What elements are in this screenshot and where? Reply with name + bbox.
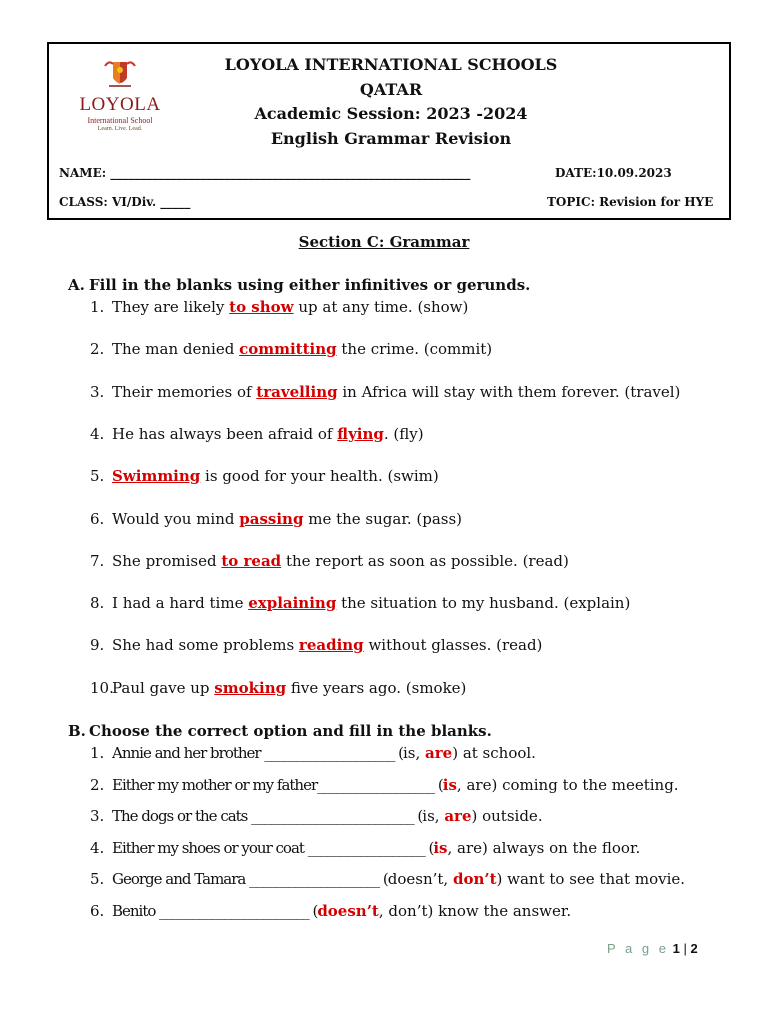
topic-label: TOPIC: Revision for HYE <box>547 195 714 209</box>
part-a-item <box>90 467 439 485</box>
option-separator: , <box>378 902 389 920</box>
date-label: DATE:10.09.2023 <box>555 166 672 180</box>
page-footer <box>607 941 698 956</box>
part-a-instruction: Fill in the blanks using either infinitives or gerunds. <box>89 276 531 294</box>
part-b-heading <box>68 722 492 740</box>
item-number: 8. <box>90 594 105 613</box>
header-box <box>47 42 731 220</box>
part-b-instruction: Choose the correct option and fill in the blanks. <box>89 722 492 740</box>
item-text: Either my mother or my father__________________ ( <box>112 775 443 794</box>
item-answer: Swimming <box>112 467 201 486</box>
item-text-after: is good for your health. (swim) <box>200 467 439 486</box>
academic-session: Academic Session: 2023 -2024 <box>254 104 528 123</box>
item-number: 1. <box>90 298 105 316</box>
item-number: 6. <box>90 509 105 528</box>
section-title: Section C: Grammar <box>298 233 470 251</box>
item-text-after: ) outside. <box>471 807 543 826</box>
option-separator: , <box>434 807 445 826</box>
item-number: 2. <box>90 775 105 794</box>
option-2: are <box>457 838 483 857</box>
option-1: doesn’t <box>317 902 379 920</box>
item-text-before: Paul gave up <box>112 678 215 697</box>
item-text-before: They are likely <box>112 298 230 316</box>
item-text-after: ) want to see that movie. <box>496 870 686 889</box>
item-number: 10. <box>90 678 114 697</box>
option-1: is <box>402 744 416 762</box>
school-name: LOYOLA INTERNATIONAL SCHOOLS <box>224 55 558 74</box>
item-text: Annie and her brother ____________________ ( <box>112 744 403 762</box>
part-b-item <box>90 807 543 825</box>
part-a-item <box>90 636 542 654</box>
option-1: is <box>433 838 448 857</box>
item-answer: smoking <box>214 678 287 697</box>
item-text: The dogs or the cats _________________________ ( <box>112 807 423 826</box>
item-text-after: the situation to my husband. (explain) <box>336 594 631 613</box>
part-a-item <box>90 298 468 316</box>
item-number: 5. <box>90 467 105 486</box>
item-text-before: She had some problems <box>112 636 299 655</box>
option-separator: , <box>415 744 426 762</box>
option-2: don’t <box>452 870 497 889</box>
part-a-item <box>90 594 630 612</box>
item-text-after: the report as soon as possible. (read) <box>281 551 569 570</box>
page-separator: | <box>679 941 691 956</box>
item-answer: travelling <box>256 382 338 401</box>
name-field-label: NAME: ____________________________________________________________ <box>59 166 471 180</box>
logo-tagline: Learn. Live. Lead. <box>97 126 143 132</box>
part-a-item <box>90 425 424 443</box>
item-text-before: Would you mind <box>112 509 240 528</box>
item-text: Either my shoes or your coat __________________ ( <box>112 838 434 857</box>
item-answer: to read <box>221 551 282 570</box>
subject-title: English Grammar Revision <box>270 128 512 148</box>
item-answer: committing <box>239 340 337 359</box>
part-a-item <box>90 679 466 697</box>
item-number: 9. <box>90 636 105 655</box>
item-text-before: Their memories of <box>112 382 257 401</box>
part-b-item <box>90 870 685 888</box>
option-separator: , <box>447 838 458 857</box>
item-text: Benito _______________________ ( <box>112 902 318 920</box>
part-b-item <box>90 902 571 920</box>
item-text-after: the crime. (commit) <box>336 340 493 359</box>
item-number: 4. <box>90 424 105 443</box>
item-number: 7. <box>90 551 105 570</box>
option-2: are <box>425 744 453 762</box>
item-text-after: ) coming to the meeting. <box>491 775 679 794</box>
item-text: George and Tamara ____________________ ( <box>112 870 388 889</box>
page-label: P a g e <box>607 941 669 956</box>
item-text-after: in Africa will stay with them forever. (travel) <box>337 382 681 401</box>
part-a-item <box>90 340 492 358</box>
title-block <box>199 53 583 151</box>
item-answer: flying <box>337 424 384 443</box>
item-number: 3. <box>90 382 105 401</box>
option-1: doesn’t <box>387 870 444 889</box>
part-b-item <box>90 744 536 762</box>
option-separator: , <box>456 775 467 794</box>
item-text-before: She promised <box>112 551 222 570</box>
option-1: is <box>442 775 457 794</box>
item-answer: passing <box>239 509 304 528</box>
item-number: 4. <box>90 838 105 857</box>
logo-subtitle: International School <box>87 116 153 125</box>
part-a-item <box>90 552 569 570</box>
part-a-item <box>90 383 680 401</box>
item-text-after: me the sugar. (pass) <box>303 509 463 528</box>
item-text-after: . (fly) <box>383 424 424 443</box>
item-text-after: ) always on the floor. <box>482 838 641 857</box>
item-text-after: ) know the answer. <box>427 902 572 920</box>
item-text-after: five years ago. (smoke) <box>286 678 467 697</box>
option-2: are <box>444 807 472 826</box>
item-answer: to show <box>229 298 294 316</box>
part-b-item <box>90 839 640 857</box>
part-a-heading <box>68 276 530 294</box>
crest-icon <box>65 58 175 98</box>
item-number: 2. <box>90 340 105 359</box>
country: QATAR <box>359 79 423 99</box>
option-1: is <box>422 807 435 826</box>
item-text-after: without glasses. (read) <box>363 636 543 655</box>
item-number: 1. <box>90 744 105 762</box>
item-answer: explaining <box>248 594 337 613</box>
item-answer: reading <box>298 636 364 655</box>
class-field-label: CLASS: VI/Div. _____ <box>59 195 191 209</box>
option-2: are <box>466 775 492 794</box>
item-text-before: The man denied <box>112 340 240 359</box>
item-text-after: ) at school. <box>452 744 536 762</box>
item-number: 3. <box>90 807 105 826</box>
option-separator: , <box>443 870 453 889</box>
item-text-after: up at any time. (show) <box>293 298 469 316</box>
logo-name: LOYOLA <box>79 94 161 115</box>
page-current: 1 <box>672 941 680 956</box>
item-text-before: He has always been afraid of <box>112 424 338 443</box>
school-logo <box>65 58 175 136</box>
part-a-item <box>90 510 462 528</box>
option-2: don’t <box>388 902 428 920</box>
page-total: 2 <box>690 941 698 956</box>
item-text-before: I had a hard time <box>112 594 249 613</box>
item-number: 5. <box>90 870 105 889</box>
part-b-item <box>90 776 679 794</box>
part-b-letter: B. <box>68 722 86 740</box>
item-number: 6. <box>90 902 105 920</box>
part-a-letter: A. <box>68 276 85 294</box>
